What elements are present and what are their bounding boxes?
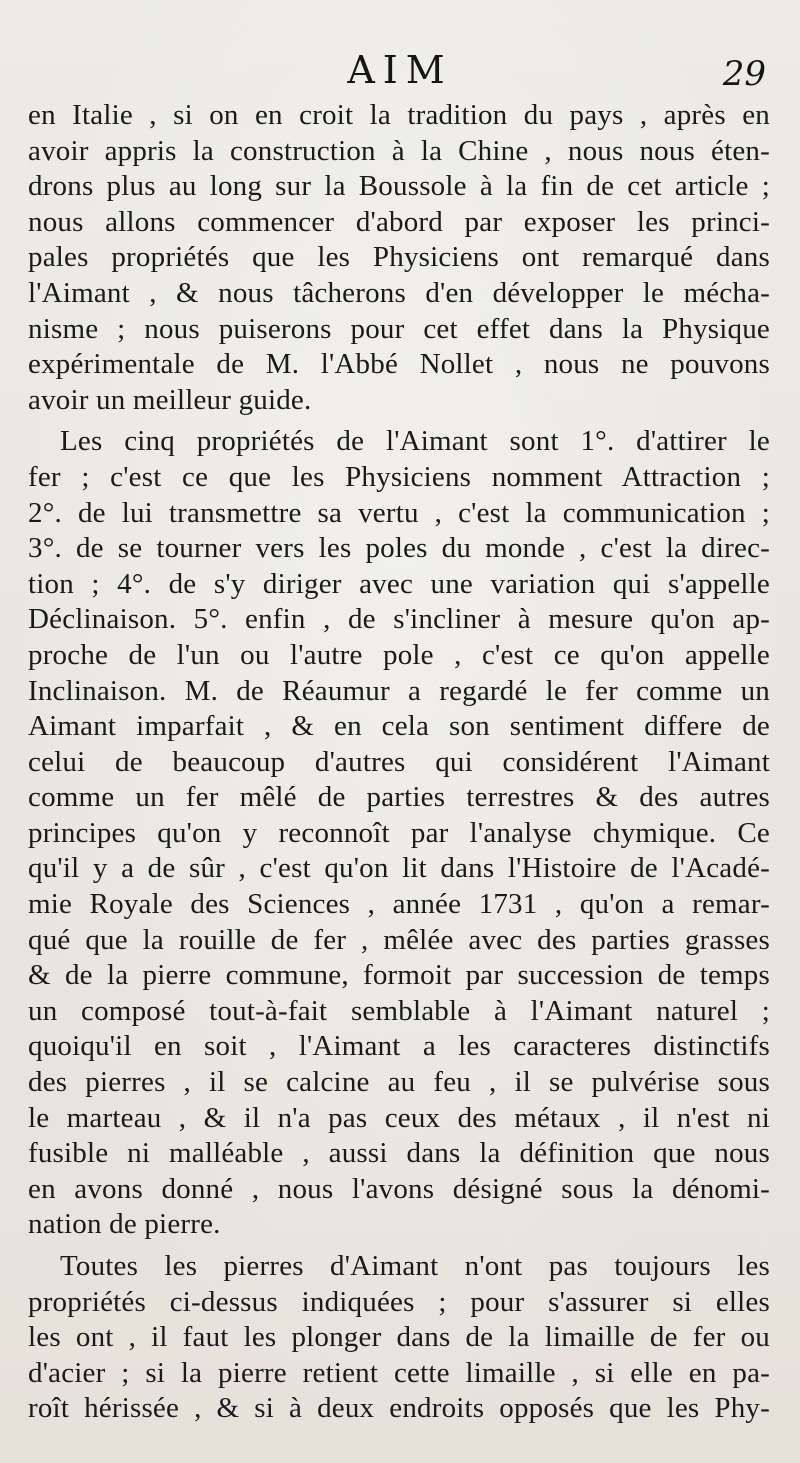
text-line: mie Royale des Sciences , année 1731 , qu'on a remar- <box>28 888 770 921</box>
text-line: en avons donné , nous l'avons désigné sous la dénomi- <box>28 1172 770 1205</box>
text-line: Toutes les pierres d'Aimant n'ont pas toujours les <box>60 1250 770 1282</box>
text-line: roît hérissée , & si à deux endroits opposés que les Phy- <box>28 1392 770 1425</box>
text-line: d'acier ; si la pierre retient cette limaille , si elle en pa- <box>28 1356 770 1389</box>
text-line: nisme ; nous puiserons pour cet effet dans la Physique <box>28 312 770 345</box>
text-line: tion ; 4°. de s'y diriger avec une variation qui s'appelle <box>28 567 770 600</box>
text-line: & de la pierre commune, formoit par succession de temps <box>28 959 770 992</box>
text-line: des pierres , il se calcine au feu , il se pulvérise sous <box>28 1066 770 1099</box>
text-line: Inclinaison. M. de Réaumur a regardé le fer comme un <box>28 674 770 707</box>
text-line: fer ; c'est ce que les Physiciens nomment Attraction ; <box>28 460 770 493</box>
text-line: proche de l'un ou l'autre pole , c'est ce qu'on appelle <box>28 638 770 671</box>
text-line: expérimentale de M. l'Abbé Nollet , nous ne pouvons <box>28 348 770 381</box>
text-line: qué que la rouille de fer , mêlée avec des parties grasses <box>28 923 770 956</box>
running-head: AIM <box>347 48 453 92</box>
text-line: 2°. de lui transmettre sa vertu , c'est la communication ; <box>28 496 770 529</box>
text-line: avoir appris la construction à la Chine , nous nous éten- <box>28 134 770 167</box>
text-line: Aimant imparfait , & en cela son sentiment differe de <box>28 710 770 743</box>
text-line: les ont , il faut les plonger dans de la limaille de fer ou <box>28 1321 770 1354</box>
text-line: le marteau , & il n'a pas ceux des métaux , il n'est ni <box>28 1101 770 1134</box>
text-line: Déclinaison. 5°. enfin , de s'incliner à mesure qu'on ap- <box>28 603 770 636</box>
text-line: nous allons commencer d'abord par exposer les princi- <box>28 205 770 238</box>
text-line: qu'il y a de sûr , c'est qu'on lit dans l'Histoire de l'Acadé- <box>28 852 770 885</box>
text-line: comme un fer mêlé de parties terrestres & des autres <box>28 781 770 814</box>
text-line: Les cinq propriétés de l'Aimant sont 1°. d'attirer le <box>60 425 770 458</box>
text-line: celui de beaucoup d'autres qui considérent l'Aimant <box>28 745 770 778</box>
text-line: l'Aimant , & nous tâcherons d'en développer le mécha- <box>28 276 770 309</box>
text-line: en Italie , si on en croit la tradition du pays , après en <box>28 99 770 131</box>
text-line: nation de pierre. <box>28 1208 221 1241</box>
text-line: pales propriétés que les Physiciens ont remarqué dans <box>28 241 770 274</box>
text-line: principes qu'on y reconnoît par l'analyse chymique. Ce <box>28 816 770 849</box>
text-line: propriétés ci-dessus indiquées ; pour s'assurer si elles <box>28 1285 770 1318</box>
text-line: 3°. de se tourner vers les poles du monde , c'est la direc- <box>28 532 770 565</box>
text-line: un composé tout-à-fait semblable à l'Aimant naturel ; <box>28 994 770 1027</box>
page-number: 29 <box>722 54 766 94</box>
text-line: avoir un meilleur guide. <box>28 383 312 416</box>
text-line: drons plus au long sur la Boussole à la fin de cet article ; <box>28 170 770 203</box>
text-line: quoiqu'il en soit , l'Aimant a les caracteres distinctifs <box>28 1030 770 1063</box>
page-header <box>0 48 800 98</box>
body-text <box>28 98 770 1427</box>
text-line: fusible ni malléable , aussi dans la définition que nous <box>28 1137 770 1170</box>
